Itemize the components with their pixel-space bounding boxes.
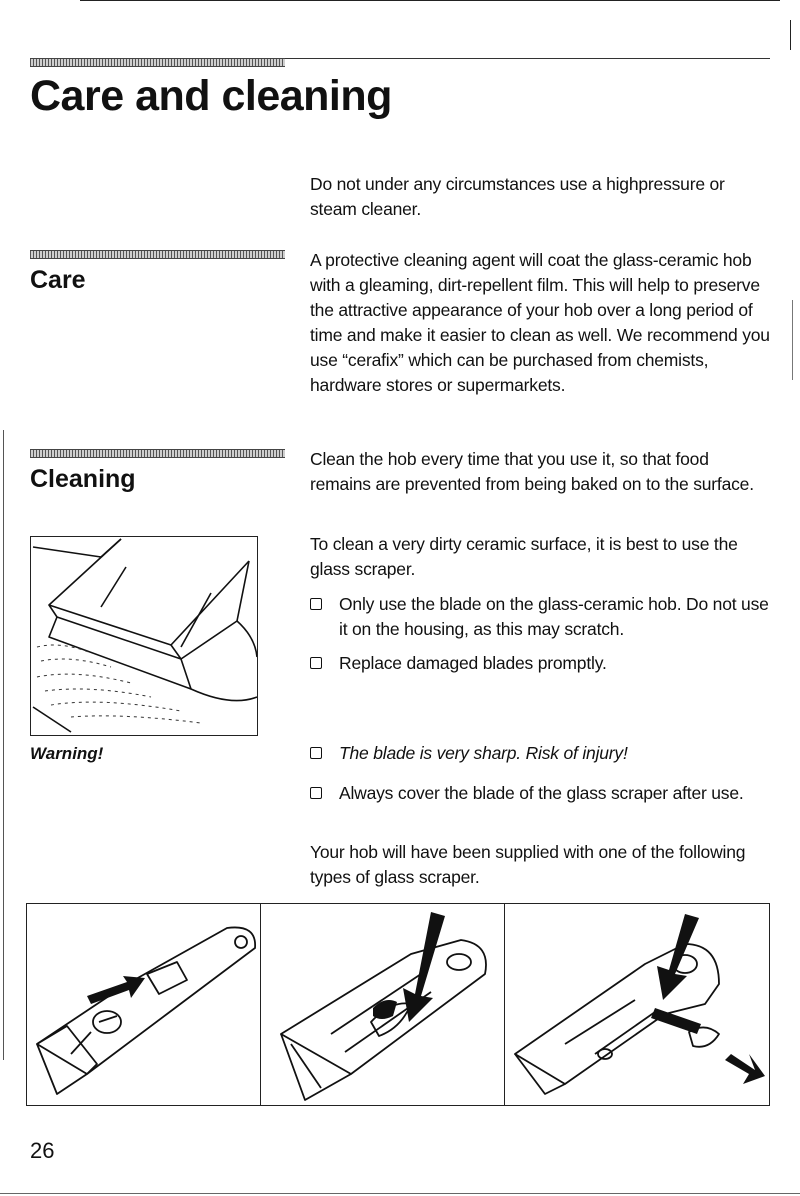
scan-line-right-lower [792,300,793,380]
cleaning-paragraph-1: Clean the hob every time that you use it, so that food remains are prevented from being baked on to the surface. [310,449,754,494]
bullet-text: Only use the blade on the glass-ceramic hob. Do not use it on the housing, as this may scratch. [339,594,769,639]
care-heading: Care [30,266,86,294]
title-rule [285,58,770,59]
scraper-type-3-illustration [504,903,770,1106]
list-item [310,592,770,642]
checkbox-bullet-icon [310,747,322,759]
bullet-text: Replace damaged blades promptly. [339,653,607,673]
scraper-type-2-illustration [260,903,506,1106]
list-item [310,651,770,676]
scan-line-bottom [0,1193,800,1194]
bullet-text: The blade is very sharp. Risk of injury! [339,743,628,763]
scan-line-top [80,0,780,1]
checkbox-bullet-icon [310,598,322,610]
scraper-type-1-illustration [26,903,262,1106]
warning-label: Warning! [30,744,104,763]
cleaning-paragraph-2: To clean a very dirty ceramic surface, it is best to use the glass scraper. [310,534,738,579]
cleaning-hatch-bar [30,449,285,458]
checkbox-bullet-icon [310,787,322,799]
bullet-text: Always cover the blade of the glass scraper after use. [339,783,744,803]
supplied-paragraph: Your hob will have been supplied with one of the following types of glass scraper. [310,842,746,887]
care-hatch-bar [30,250,285,259]
page-number: 26 [30,1138,55,1163]
page-title: Care and cleaning [30,72,392,120]
scan-line-left [3,430,4,1060]
title-hatch-bar [30,58,285,67]
intro-paragraph: Do not under any circumstances use a highpressure or steam cleaner. [310,174,725,219]
checkbox-bullet-icon [310,657,322,669]
care-paragraph: A protective cleaning agent will coat the glass-ceramic hob with a gleaming, dirt-repellent film. This will help to preserve the attractive appearance of your hob over a long period of time and make it easier to clean as well. We recommend you use “cerafix” which can be purchased from chemists, hardware stores or supermarkets. [310,250,770,395]
scraper-on-hob-illustration [30,536,258,736]
cleaning-heading: Cleaning [30,465,136,493]
list-item [310,741,770,766]
scan-line-right [790,20,791,50]
list-item [310,781,770,806]
